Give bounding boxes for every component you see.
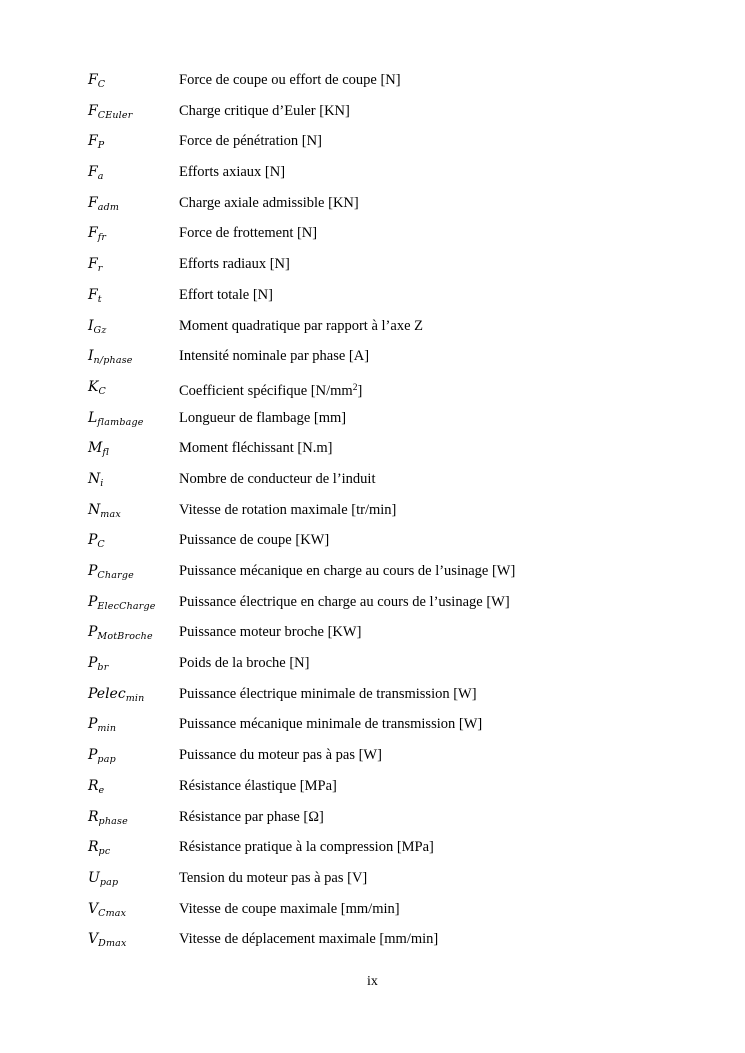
definition: Coefficient spécifique $[N/mm^2]$ — [179, 382, 363, 399]
definition: Puissance mécanique minimale de transmission [W] — [179, 716, 483, 733]
nomenclature-row — [88, 162, 688, 193]
nomenclature-row — [88, 622, 688, 653]
nomenclature-row — [88, 929, 688, 960]
nomenclature-row — [88, 254, 688, 285]
symbol: $I_{Gz}$ — [88, 317, 107, 336]
nomenclature-row — [88, 868, 688, 899]
definition: Puissance électrique minimale de transmission [W] — [179, 685, 477, 702]
symbol: $P_{br}$ — [88, 655, 109, 674]
definition: Puissance électrique en charge au cours de l’usinage [W] — [179, 593, 510, 610]
nomenclature-row — [88, 592, 688, 623]
definition: Charge critique d’Euler [KN] — [179, 102, 350, 119]
symbol: $M_{fl}$ — [88, 440, 110, 459]
nomenclature-row — [88, 101, 688, 132]
symbol: $P_{Charge}$ — [88, 563, 134, 581]
symbol: $F_r$ — [88, 256, 103, 275]
definition: Poids de la broche [N] — [179, 655, 310, 672]
nomenclature-row — [88, 223, 688, 254]
symbol: $N_{max}$ — [88, 501, 121, 520]
symbol: $F_{adm}$ — [88, 194, 120, 213]
nomenclature-row — [88, 131, 688, 162]
symbol: $F_C$ — [88, 72, 106, 90]
definition: Intensité nominale par phase [A] — [179, 348, 370, 365]
definition: Efforts axiaux [N] — [179, 164, 286, 181]
symbol: $I_{n/phase}$ — [88, 348, 133, 367]
definition: Nombre de conducteur de l’induit — [179, 470, 376, 487]
symbol: $R_{pc}$ — [88, 839, 111, 858]
nomenclature-row — [88, 561, 688, 592]
definition: Résistance pratique à la compression [MPa] — [179, 839, 434, 856]
symbol: $R_{phase}$ — [88, 808, 128, 827]
nomenclature-row — [88, 346, 688, 377]
symbol: $F_{fr}$ — [88, 225, 107, 244]
nomenclature-row — [88, 377, 688, 408]
nomenclature-row — [88, 714, 688, 745]
definition: Force de pénétration [N] — [179, 133, 322, 150]
definition: Tension du moteur pas à pas [V] — [179, 869, 368, 886]
symbol: $R_e$ — [88, 777, 105, 796]
definition: Moment fléchissant [N.m] — [179, 440, 333, 457]
symbol: $N_i$ — [88, 470, 104, 489]
symbol: $P_{ElecCharge}$ — [88, 593, 156, 612]
symbol: $P_{pap}$ — [88, 747, 116, 766]
definition: Longueur de flambage [mm] — [179, 409, 347, 426]
symbol: $P_{min}$ — [88, 716, 117, 735]
symbol: $P_C$ — [88, 532, 105, 551]
symbol: $L_{flambage}$ — [88, 409, 144, 428]
symbol: Pelec$_{min}$ — [88, 685, 145, 704]
definition: Force de coupe ou effort de coupe [N] — [179, 72, 401, 88]
page-number: ix — [367, 974, 378, 989]
definition: Puissance mécanique en charge au cours de l’usinage [W] — [179, 563, 516, 579]
definition: Puissance de coupe [KW] — [179, 532, 330, 549]
symbol: $U_{pap}$ — [88, 869, 119, 888]
symbol: $F_a$ — [88, 164, 104, 183]
nomenclature-row — [88, 285, 688, 316]
definition: Charge axiale admissible [KN] — [179, 194, 359, 211]
nomenclature-row — [88, 776, 688, 807]
definition: Moment quadratique par rapport à l’axe Z — [179, 317, 423, 334]
superscript: 2 — [352, 382, 358, 393]
symbol: $V_{Cmax}$ — [88, 900, 127, 919]
nomenclature-row — [88, 408, 688, 439]
nomenclature-row — [88, 70, 688, 101]
definition: Force de frottement [N] — [179, 225, 318, 242]
nomenclature-row — [88, 684, 688, 715]
definition: Effort totale [N] — [179, 286, 273, 303]
symbol: $F_{CEuler}$ — [88, 102, 133, 121]
definition: Vitesse de rotation maximale [tr/min] — [179, 501, 397, 518]
nomenclature-row — [88, 438, 688, 469]
nomenclature-row — [88, 807, 688, 838]
symbol: $V_{Dmax}$ — [88, 931, 127, 950]
definition: Puissance moteur broche [KW] — [179, 624, 362, 641]
definition: Vitesse de déplacement maximale [mm/min] — [179, 931, 439, 948]
symbol: $F_P$ — [88, 133, 105, 152]
nomenclature-list — [88, 70, 688, 960]
definition: Efforts radiaux [N] — [179, 256, 290, 273]
nomenclature-row — [88, 500, 688, 531]
definition: Résistance par phase [Ω] — [179, 808, 324, 825]
definition: Résistance élastique [MPa] — [179, 777, 337, 794]
nomenclature-row — [88, 316, 688, 347]
symbol: $P_{MotBroche}$ — [88, 624, 153, 643]
nomenclature-row — [88, 469, 688, 500]
nomenclature-row — [88, 837, 688, 868]
nomenclature-row — [88, 899, 688, 930]
nomenclature-row — [88, 530, 688, 561]
definition: Vitesse de coupe maximale [mm/min] — [179, 900, 400, 917]
symbol: $F_t$ — [88, 286, 102, 305]
nomenclature-row — [88, 193, 688, 224]
definition: Puissance du moteur pas à pas [W] — [179, 747, 382, 764]
symbol: $K_C$ — [88, 378, 106, 397]
nomenclature-row — [88, 653, 688, 684]
nomenclature-row — [88, 745, 688, 776]
